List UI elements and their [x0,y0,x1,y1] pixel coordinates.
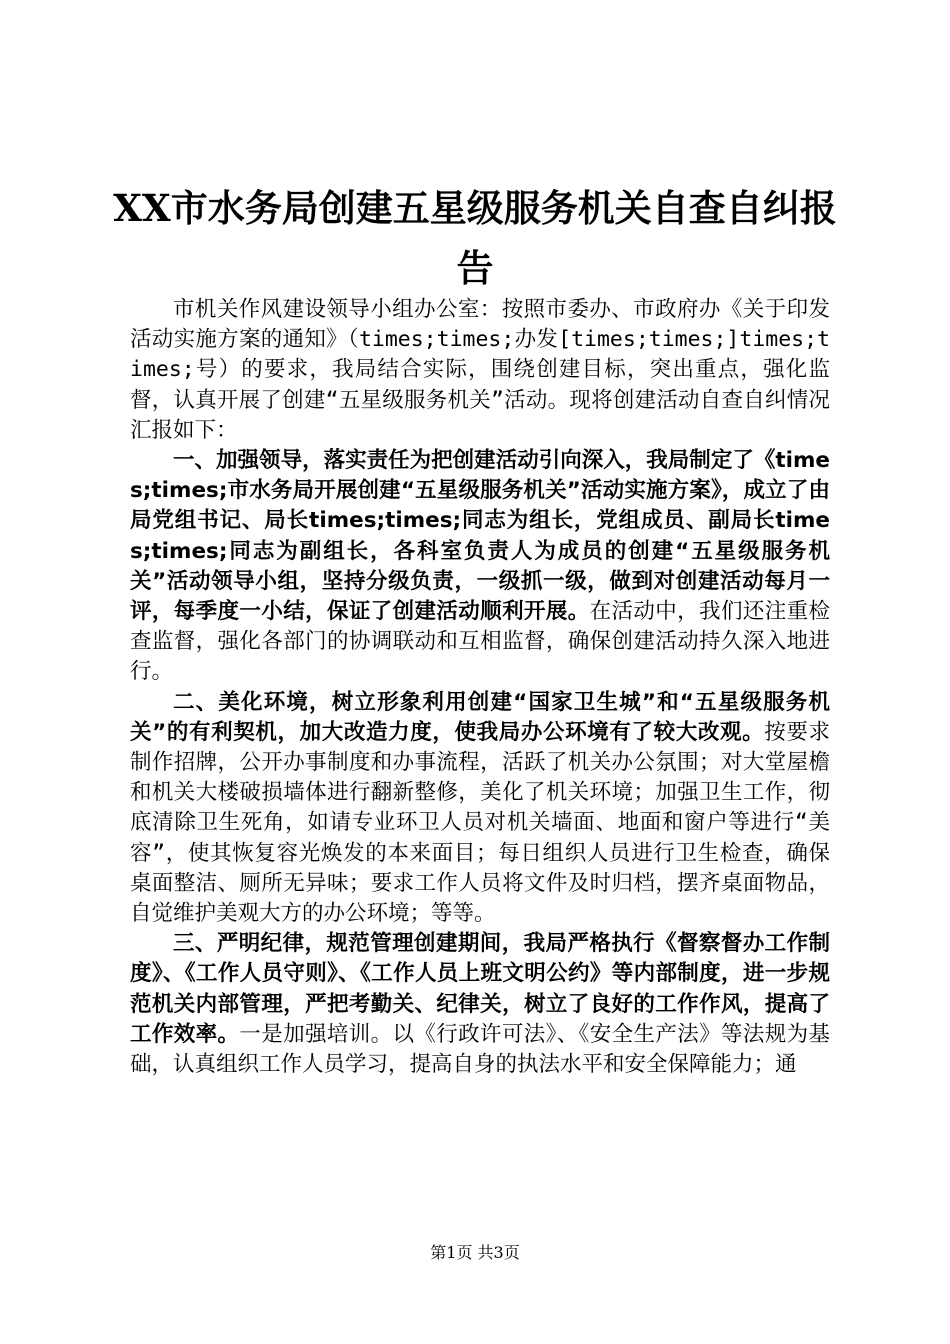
document-title-line-2: 告 [456,246,494,290]
paragraph-section-2 [130,688,830,930]
page-footer: 第1页 共3页 [430,1243,520,1262]
document-body [130,295,830,1080]
document-title-line-1: XX市水务局创建五星级服务机关自查自纠报 [113,186,837,230]
paragraph-text: 在活动中，我们还注重检查监督，强化各部门的协调联动和互相监督，确保创建活动持久深入地进行。 [130,599,830,685]
paragraph-text: 按要求制作招牌，公开办事制度和办事流程，活跃了机关办公氛围；对大堂屋檐和机关大楼破损墙体进行翻新整修，美化了机关环境；加强卫生工作，彻底清除卫生死角，如请专业环卫人员对机关墙面、地面和窗户等进行“美容”，使其恢复容光焕发的本来面目；每日组织人员进行卫生检查，确保桌面整洁、厕所无异味；要求工作人员将文件及时归档，摆齐桌面物品，自觉维护美观大方的办公环境；等等。 [130,719,830,927]
paragraph-lead: 一、加强领导，落实责任为把创建活动引向深入，我局制定了《times;times;市水务局开展创建“五星级服务机关”活动实施方案》，成立了由局党组书记、局长times;times;同志为组长，党组成员、副局长times;times;同志为副组长，各科室负责人为成员的创建“五星级服务机关”活动领导小组，坚持分级负责，一级抓一级，做到对创建活动每月一评，每季度一小结，保证了创建活动顺利开展。 [130,448,830,625]
paragraph-lead: 三、严明纪律，规范管理创建期间，我局严格执行《督察督办工作制度》、《工作人员守则》、《工作人员上班文明公约》等内部制度，进一步规范机关内部管理，严把考勤关、纪律关，树立了良好的工作作风，提高了工作效率。 [130,931,830,1047]
paragraph-intro [130,295,830,446]
paragraph-text: 市机关作风建设领导小组办公室：按照市委办、市政府办《关于印发活动实施方案的通知》（times;times;办发[times;times;]times;times;号）的要求，我局结合实际，围绕创建目标，突出重点，强化监督，认真开展了创建“五星级服务机关”活动。现将创建活动自查自纠情况汇报如下： [130,297,830,443]
paragraph-lead: 二、美化环境，树立形象利用创建“国家卫生城”和“五星级服务机关”的有利契机，加大改造力度，使我局办公环境有了较大改观。 [130,689,830,745]
paragraph-section-3 [130,929,830,1080]
paragraph-section-1 [130,446,830,688]
paragraph-text: 一是加强培训。以《行政许可法》、《安全生产法》等法规为基础，认真组织工作人员学习，提高自身的执法水平和安全保障能力；通 [130,1021,830,1078]
